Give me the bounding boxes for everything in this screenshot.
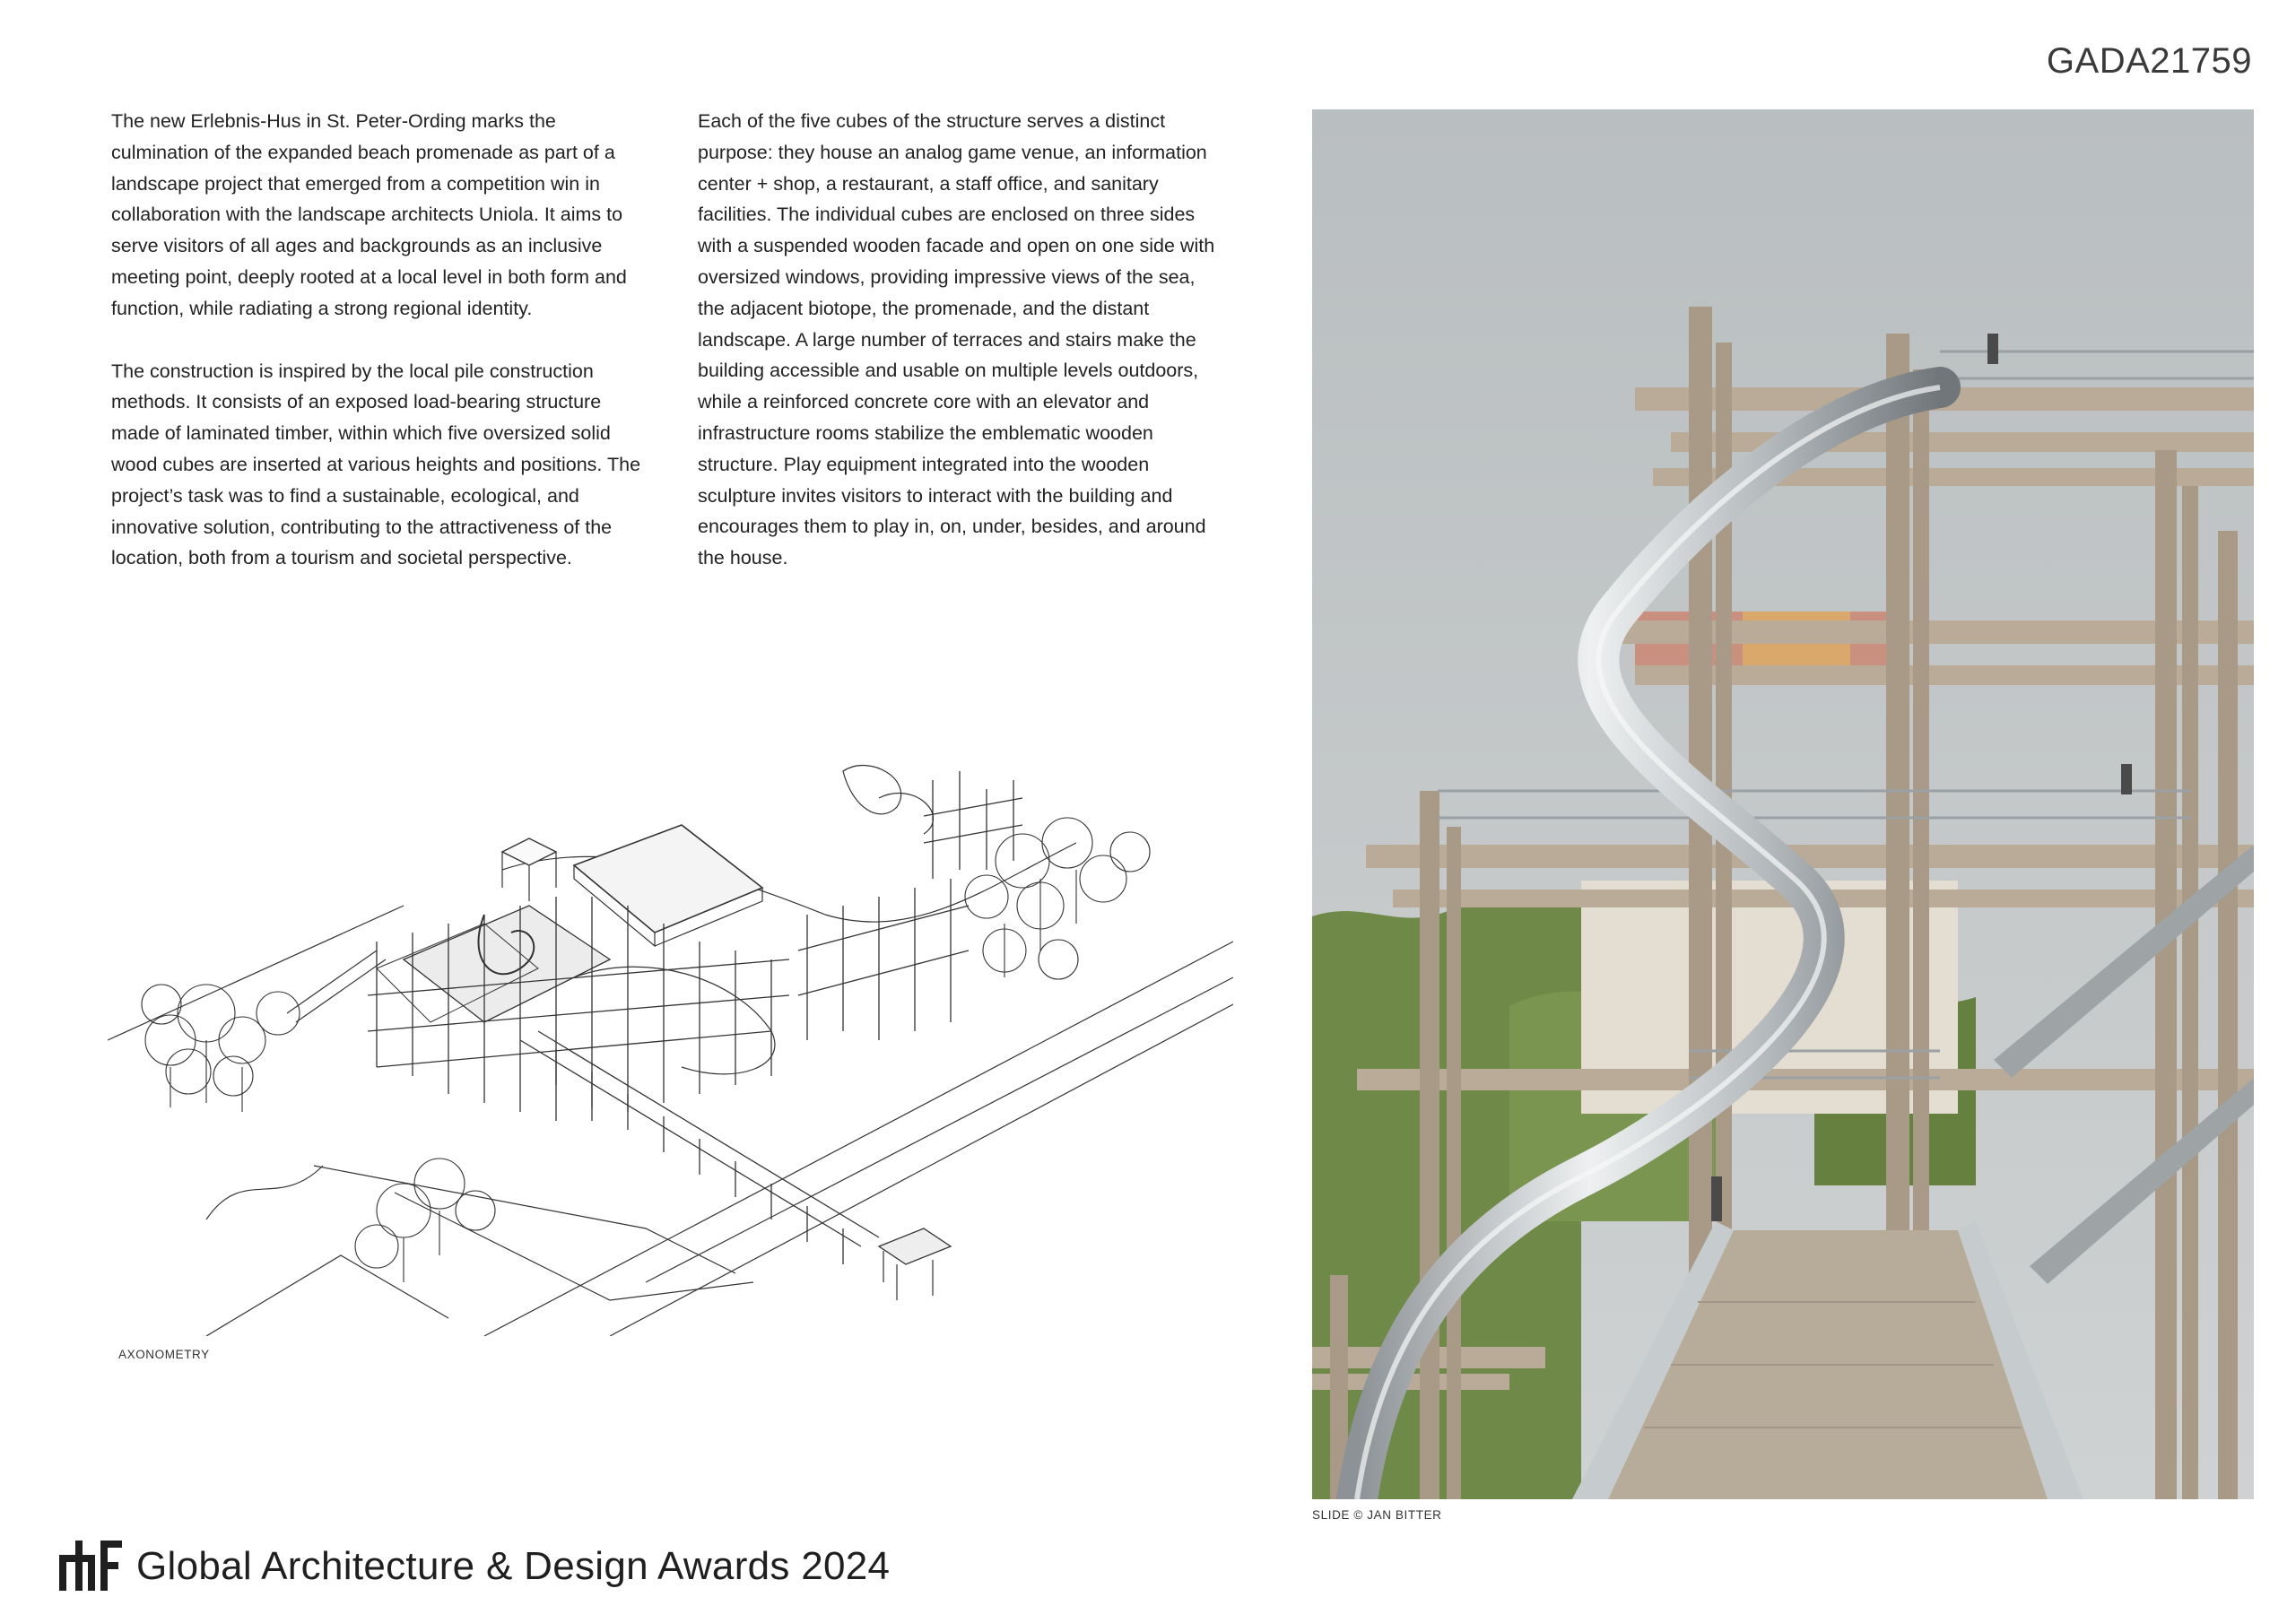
text-column-left: [111, 106, 649, 605]
paragraph-intro: The new Erlebnis-Hus in St. Peter-Ording marks the culmination of the expanded beach promenade as part of a landscape project that emerged from a competition win in collaboration with the landscape architects Uniola. It aims to serve visitors of all ages and backgrounds as an inclusive meeting point, deeply rooted at a local level in both form and function, while radiating a strong regional identity.: [111, 110, 627, 319]
paragraph-cubes: Each of the five cubes of the structure serves a distinct purpose: they house an analog game venue, an information center + shop, a restaurant, a staff office, and sanitary facilities. The individual cubes are enclosed on three sides with a suspended wooden facade and open on one side with oversized windows, providing impressive views of the sea, the adjacent biotope, the promenade, and the distant landscape. A large number of terraces and stairs make the building accessible and usable on multiple levels outdoors, while a reinforced concrete core with an elevator and infrastructure rooms stabilize the emblematic wooden structure. Play equipment integrated into the wooden sculpture invites visitors to interact with the building and encourages them to play in, on, under, besides, and around the house.: [698, 110, 1215, 569]
text-column-right: [698, 106, 1227, 605]
axonometry-caption: AXONOMETRY: [118, 1348, 210, 1361]
photo-caption: SLIDE © JAN BITTER: [1312, 1508, 1442, 1522]
award-title: Global Architecture & Design Awards 2024: [136, 1544, 891, 1588]
tree-cluster-left: [142, 985, 300, 1112]
paragraph-construction: The construction is inspired by the local pile construction methods. It consists of an exposed load-bearing structure made of laminated timber, within which five oversized solid wood cubes are inserted at various heights and positions. The project’s task was to find a sustainable, ecological, and innovative solution, contributing to the attractiveness of the location, both from a tourism and societal perspective.: [111, 360, 641, 569]
footer: [57, 1535, 890, 1598]
document-code: GADA21759: [2046, 41, 2252, 81]
gada-logo-icon: [57, 1535, 126, 1598]
axonometry-drawing: [108, 744, 1233, 1336]
photo-slide: [1312, 109, 2254, 1499]
tree-cluster-right: [965, 818, 1150, 979]
